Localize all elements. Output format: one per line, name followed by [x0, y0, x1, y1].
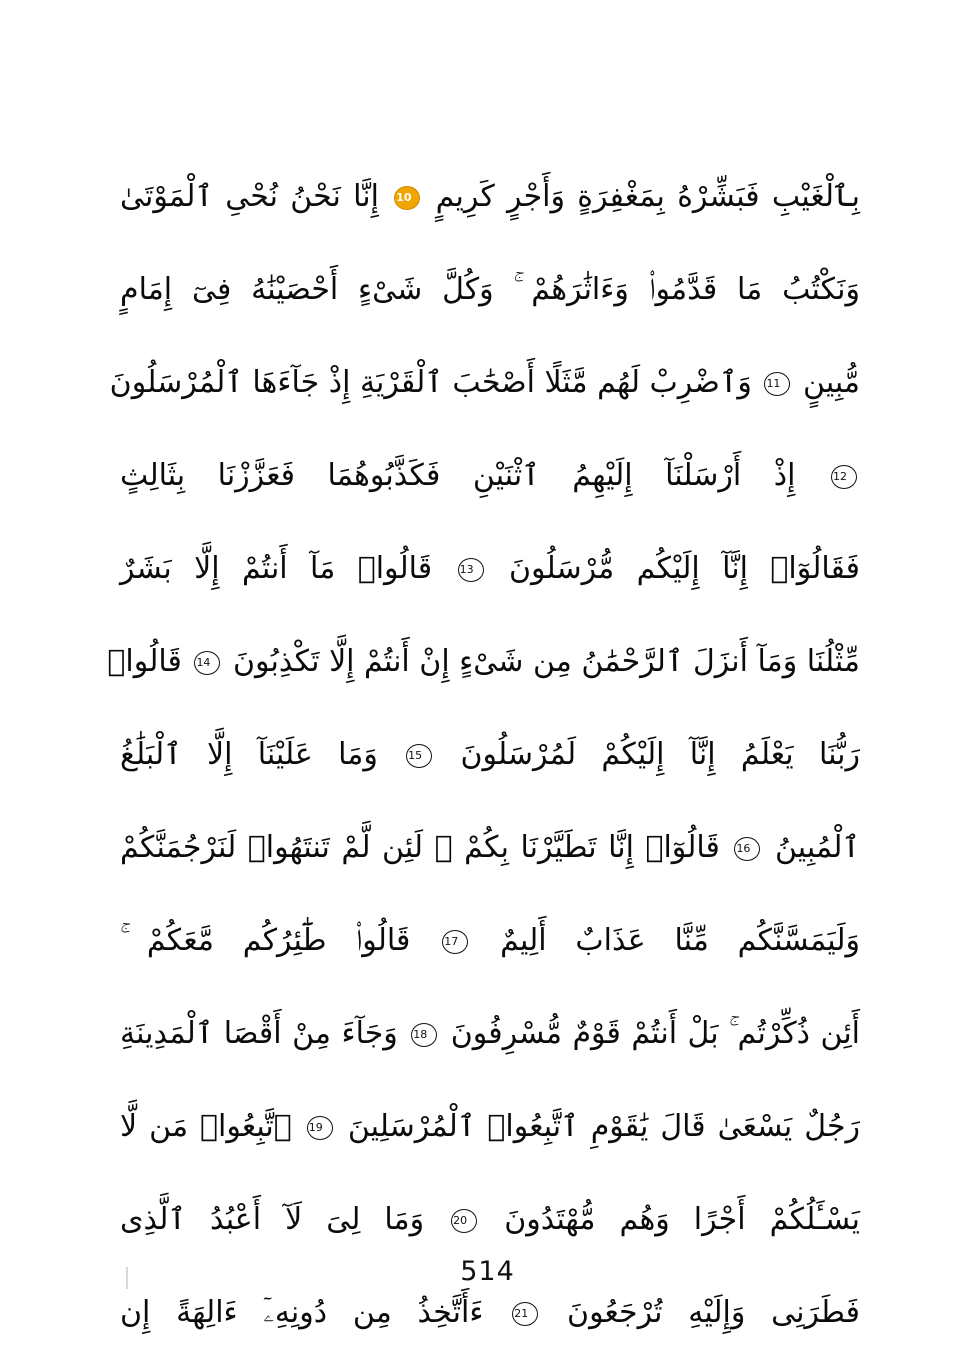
ayah-number-marker: 15: [406, 744, 432, 768]
quran-line-text-after: قَالُوا۟ طَٰٓئِرُكُم مَّعَكُمْ ۚ: [120, 923, 411, 958]
ayah-number-marker: 11: [764, 372, 790, 396]
ayah-number-marker: 14: [194, 651, 220, 675]
quran-line-text: مُّبِينٍ: [802, 365, 860, 400]
ayah-number-marker: 16: [734, 837, 760, 861]
quran-line-text: أَئِن ذُكِّرْتُم ۚ بَلْ أَنتُمْ قَوْمٌ مُّسْرِفُونَ: [450, 1016, 861, 1051]
quran-line-text: يَسْـَٔلُكُمْ أَجْرًا وَهُم مُّهْتَدُونَ: [504, 1202, 860, 1237]
quran-line: [107, 615, 860, 708]
quran-line: [120, 429, 860, 522]
quran-line-text-after: وَٱضْرِبْ لَهُم مَّثَلًا أَصْحَٰبَ ٱلْقَرْيَةِ إِذْ جَآءَهَا ٱلْمُرْسَلُونَ: [109, 365, 752, 400]
page-number: 514: [460, 1256, 515, 1287]
ayah-number-marker: 12: [831, 465, 857, 489]
quran-line-text: رَجُلٌ يَسْعَىٰ قَالَ يَٰقَوْمِ ٱتَّبِعُوا۟ ٱلْمُرْسَلِينَ: [347, 1109, 860, 1144]
quran-line-text-after: وَمَا لِىَ لَآ أَعْبُدُ ٱلَّذِى: [120, 1202, 425, 1237]
quran-line-text-after: ءَأَتَّخِذُ مِن دُونِهِۦٓ ءَالِهَةً إِن: [120, 1295, 484, 1330]
quran-line-text: وَنَكْتُبُ مَا قَدَّمُوا۟ وَءَاثَٰرَهُمْ ۚ وَكُلَّ شَىْءٍ أَحْصَيْنَٰهُ فِىٓ إِمَامٍ: [120, 272, 860, 307]
quran-line-text-after: وَجَآءَ مِنْ أَقْصَا ٱلْمَدِينَةِ: [120, 1016, 398, 1051]
quran-line: [109, 336, 860, 429]
ayah-number-marker: 19: [307, 1116, 333, 1140]
quran-line-text-after: إِذْ أَرْسَلْنَآ إِلَيْهِمُ ٱثْنَيْنِ فَكَذَّبُوهُمَا فَعَزَّزْنَا بِثَالِثٍ: [120, 458, 796, 493]
quran-line-text: فَقَالُوٓا۟ إِنَّآ إِلَيْكُم مُّرْسَلُونَ: [509, 551, 860, 586]
ayah-number-marker: 17: [442, 930, 468, 954]
quran-line: [120, 150, 860, 243]
ayah-number-marker: 10: [394, 186, 420, 210]
quran-line: [120, 894, 860, 987]
quran-line-text-after: إِنَّا نَحْنُ نُحْىِ ٱلْمَوْتَىٰ: [120, 179, 379, 214]
quran-line-text-after: قَالُوا۟ مَآ أَنتُمْ إِلَّا بَشَرٌ: [120, 551, 433, 586]
quran-line-text: ٱلْمُبِينُ: [774, 830, 860, 865]
quran-line-text-after: وَمَا عَلَيْنَآ إِلَّا ٱلْبَلَٰغُ: [120, 737, 378, 772]
quran-line-text-after: ٱتَّبِعُوا۟ مَن لَّا: [120, 1109, 292, 1144]
quran-line: [120, 987, 860, 1080]
quran-line-text-after: قَالُوا۟: [107, 644, 182, 679]
ayah-number-marker: 13: [458, 558, 484, 582]
page-footer: [0, 1256, 975, 1287]
quran-line-text: بِٱلْغَيْبِ فَبَشِّرْهُ بِمَغْفِرَةٍ وَأَجْرٍ كَرِيمٍ: [435, 179, 860, 214]
quran-line-text-after: قَالُوٓا۟ إِنَّا تَطَيَّرْنَا بِكُمْ ۖ لَئِن لَّمْ تَنتَهُوا۟ لَنَرْجُمَنَّكُمْ: [120, 830, 720, 865]
quran-line-text: وَلَيَمَسَّنَّكُم مِّنَّا عَذَابٌ أَلِيمٌ: [500, 923, 860, 958]
ayah-number-marker: 18: [411, 1023, 437, 1047]
quran-line-text: فَطَرَنِى وَإِلَيْهِ تُرْجَعُونَ: [567, 1295, 860, 1330]
quran-line: [120, 1080, 860, 1173]
quran-line: [120, 1173, 860, 1266]
quran-line: [120, 522, 860, 615]
quran-line: [120, 801, 860, 894]
ayah-number-marker: 20: [451, 1209, 477, 1233]
quran-line-text: مِّثْلُنَا وَمَآ أَنزَلَ ٱلرَّحْمَٰنُ مِن شَىْءٍ إِنْ أَنتُمْ إِلَّا تَكْذِبُونَ: [232, 644, 860, 679]
ayah-number-marker: 21: [512, 1302, 538, 1326]
quran-line: [120, 708, 860, 801]
quran-line-text: رَبُّنَا يَعْلَمُ إِنَّآ إِلَيْكُمْ لَمُرْسَلُونَ: [460, 737, 860, 772]
quran-line: [120, 243, 860, 336]
